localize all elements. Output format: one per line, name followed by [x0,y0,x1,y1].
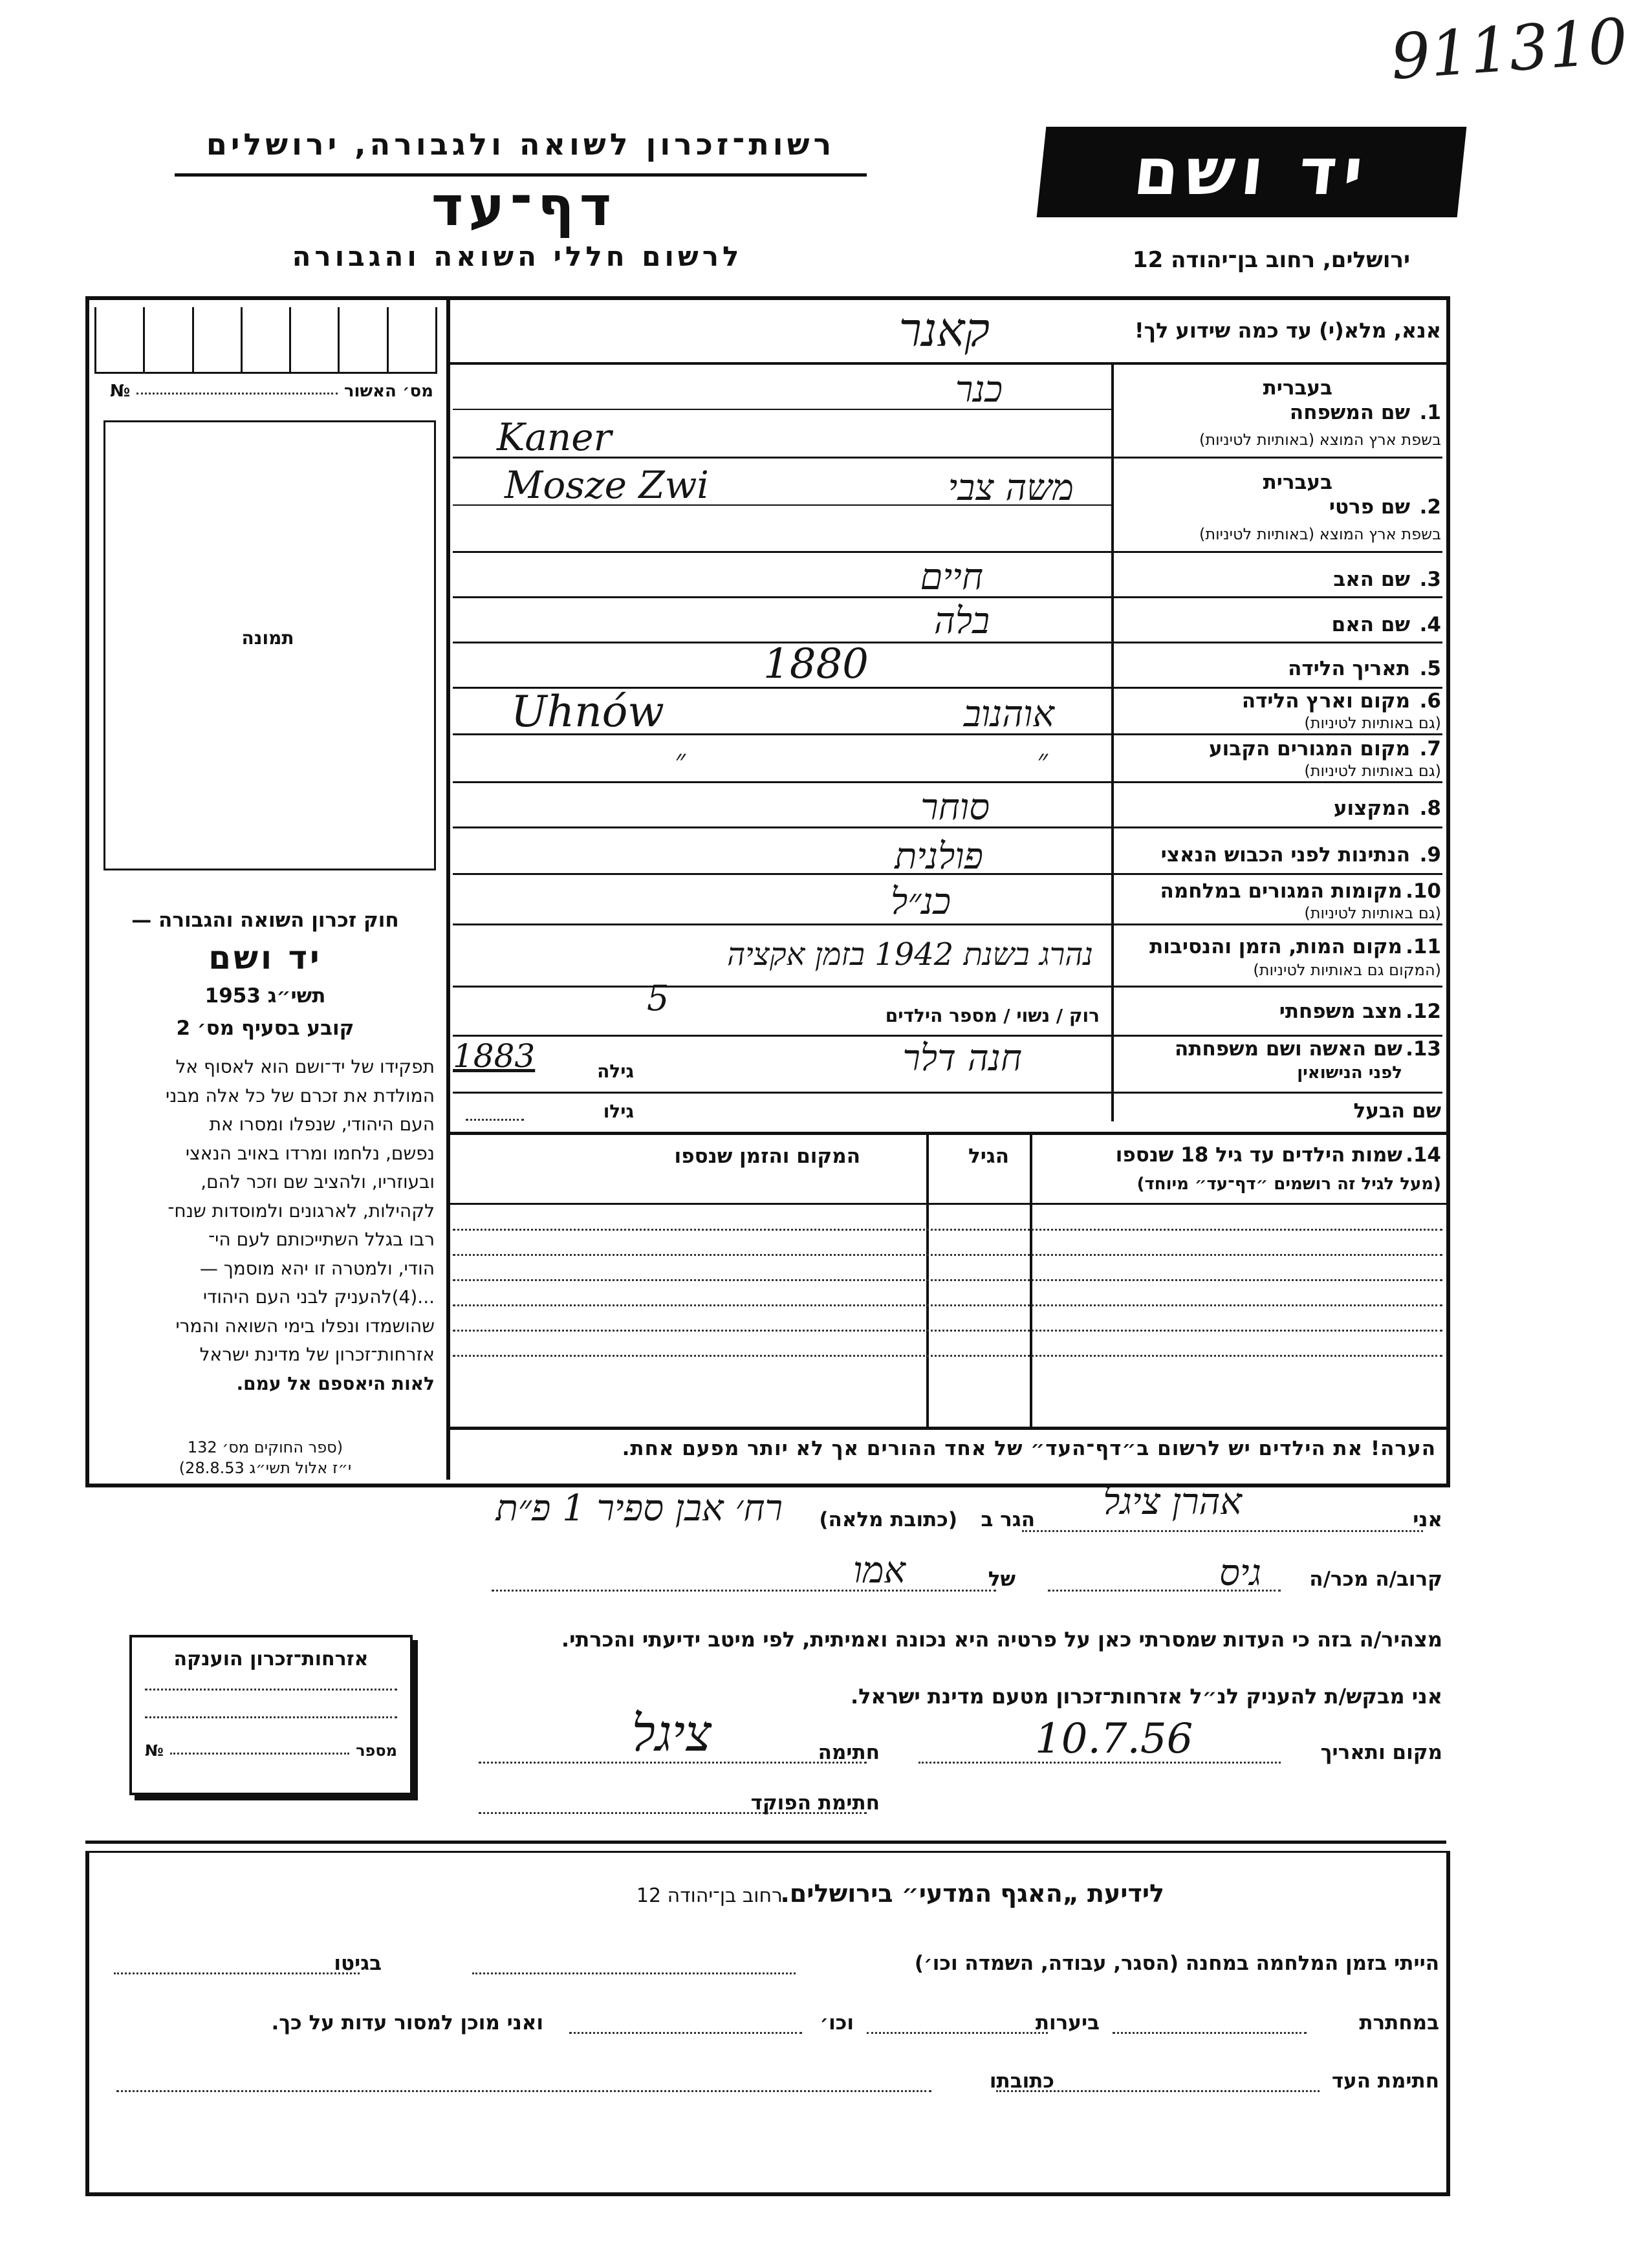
field-8-num: 8. [1419,797,1441,820]
declaration-addr-label: (כתובת מלאה) [819,1508,957,1531]
approval-top-line [94,372,437,374]
footer-ready: ואני מוכן למסור עדות על כך. [271,2011,543,2035]
field-5-num: 5. [1419,657,1441,680]
law-line: המולדת את זכרם של כל אלה מבני [165,1085,435,1107]
intro-row-bottom [450,362,1446,365]
camp-line [472,1972,796,1974]
law-line: רבו בגלל השתייכותם לעם הי־ [208,1229,435,1250]
field-2-label: שם פרטי [1329,495,1410,519]
field-12-label: מצב משפחתי [1279,1000,1402,1023]
approval-no-label: מס׳ האשור [343,382,433,401]
law-reference: (ספר החוקים מס׳ 132 [187,1438,343,1456]
children-age-col: הגיל [968,1145,1009,1168]
declarant-signature: ציגל [631,1705,712,1763]
relative-label: קרוב/ה מכר/ה [1309,1568,1442,1591]
footer-address: רחוב בן־יהודה 12 [636,1885,783,1907]
law-clause: קובע בסעיף מס׳ 2 [176,1017,354,1040]
note-text: הערה! את הילדים יש לרשום ב״דף־העד״ של אחד ההורים אך לא יותר מפעם אחת. [622,1437,1436,1460]
field-4-value: בלה [934,600,990,642]
place-date-label: מקום ותאריך [1320,1741,1442,1764]
field-13-sub: לפני הנישואין [1297,1063,1402,1083]
field-6-sub: (גם באותיות לטיניות) [1304,714,1441,732]
ghetto-line [114,1972,360,1974]
field-1-label: שם המשפחה [1289,401,1410,424]
law-text [98,1053,435,1398]
field-9-value: פולנית [895,836,983,878]
citizenship-box [129,1635,413,1795]
etc-line [569,2032,802,2034]
law-line: העם היהודי, שנפלו ומסרו את [209,1114,435,1135]
field-7-sub: (גם באותיות לטיניות) [1304,762,1441,780]
sidebar-divider [446,296,450,1480]
footer-forests: ביערות [1035,2011,1100,2035]
law-line: תפקידו של יד־ושם הוא לאסוף אל [175,1056,435,1077]
row-sep [453,409,1111,410]
declarant-name-line [1022,1530,1423,1532]
footer-witness-signature: חתימת העד [1331,2069,1439,2093]
note-top [450,1427,1446,1430]
field-8-label: המקצוע [1333,797,1410,820]
row-sep [453,986,1442,988]
field-1-value-he: כנר [955,369,1003,411]
law-line: לאות היאספם אל עמם. [236,1372,435,1394]
footer-underground: במחתרת [1359,2011,1439,2035]
label-column-divider [1111,365,1114,1121]
citizenship-number-label: מספר [356,1742,397,1760]
law-title: חוק זכרון השואה והגבורה — [131,909,399,932]
field-8-value: סוחר [920,786,990,828]
field-11-num: 11. [1406,935,1441,958]
field-1-value-lat: Kaner [497,415,612,459]
field-10-sub: (גם באותיות לטיניות) [1304,904,1441,922]
field-5-label: תאריך הלידה [1288,657,1410,680]
field-12-num: 12. [1406,1000,1441,1023]
field-7-value-he: ״ [1037,744,1048,777]
field-10-label: מקומות המגורים במלחמה [1160,880,1402,903]
footer-address-label: כתובתו [989,2069,1054,2093]
archive-number: 911310 [1388,5,1630,94]
officer-signature-label: חתימת הפוקד [750,1791,880,1815]
approval-no-row [110,382,433,401]
row-sep [453,923,1442,925]
field-3-value: חיים [920,556,983,598]
husband-age-line [466,1119,524,1121]
law-line: לקהילות, לארגונים ולמוסדות שנח־ [168,1200,435,1222]
hebrew-label-2: בעברית [1263,471,1332,494]
declaration-resident: הגר ב [981,1508,1035,1531]
field-4-label: שם האם [1331,613,1410,636]
approval-no-symbol: № [110,382,131,401]
declaration-statement: מצהיר/ה בזה כי העדות שמסרתי כאן על פרטיה היא נכונה ואמיתית, לפי מיטב ידיעתי והכרתי. [561,1627,1442,1652]
field-6-value-lat: Uhnów [511,687,664,737]
law-line: אזרחות־זכרון של מדינת ישראל [199,1344,435,1365]
field-5-value: 1880 [763,640,869,688]
section-sep [450,1132,1446,1135]
approval-boxes [94,307,437,372]
relation-value: גיס [1219,1552,1261,1594]
declarant-address: רח׳ אבן ספיר 1 פ״ת [495,1487,783,1529]
children-place-col: המקום והזמן שנספו [674,1145,860,1168]
field-13-age-label: גילה [597,1061,634,1082]
field-13-value: חנה דלר [902,1037,1022,1079]
law-line: ובעוזריו, ולהציב שם וזכר להם, [201,1171,435,1193]
declaration-date: 10.7.56 [1035,1715,1193,1763]
field-11-label: מקום המות, הזמן והנסיבות [1149,935,1402,958]
field-12-value: 5 [647,978,669,1019]
intro-value: קאנר [898,303,990,357]
law-line: נפשם, נלחמו ומרדו באויב הנאצי [185,1142,435,1164]
photo-label: תמונה [241,627,294,649]
field-2-value-lat: Mosze Zwi [505,463,709,507]
field-4-num: 4. [1419,613,1441,636]
footer-etc: וכו׳ [820,2011,854,2035]
children-head-sep [450,1203,1446,1205]
field-6-value-he: אוהנוב [963,693,1054,735]
declarant-name: אהרן ציגל [1103,1481,1242,1523]
origin-label-2: בשפת ארץ המוצא (באותיות לטיניות) [1199,525,1441,543]
logo-text: יד ושם [1130,134,1373,210]
field-7-label: מקום המגורים הקבוע [1209,737,1410,761]
law-date: י״ז אלול תשי״ג 28.8.53) [179,1459,352,1477]
witness-address-line [116,2090,931,2092]
declaration-request: אני מבקש/ת להעניק לנ״ל אזרחות־זכרון מטעם מדינת ישראל. [851,1684,1442,1709]
footer-line-camp: הייתי בזמן המלחמה במחנה (הסגר, עבודה, השמדה וכו׳) [914,1952,1439,1975]
officer-signature-line [479,1812,867,1814]
field-6-num: 6. [1419,689,1441,713]
law-line: שהושמדו ונפלו בימי השואה והמרי [175,1315,435,1337]
yad-vashem-logo [1037,127,1467,217]
row-sep [453,1035,1442,1037]
citizenship-number-symbol: № [145,1742,164,1760]
footer-ghetto: בגיטו [334,1952,382,1975]
hebrew-label-1: בעברית [1263,376,1332,400]
law-line: הודי, ולמטרה זו יהא מוסמך — [199,1257,435,1279]
form-title: דף־עד [431,175,617,238]
field-13-label: שם האשה ושם משפחתה [1175,1037,1402,1061]
children-rows [453,1229,1442,1357]
husband-age-label: גילו [603,1101,634,1122]
intro-text: אנא, מלא(י) עד כמה שידוע לך! [1134,318,1441,343]
field-13-age: 1883 [453,1037,536,1075]
law-year: תשי״ג 1953 [204,984,326,1008]
field-7-value-lat: ״ [675,744,686,777]
field-3-label: שם האב [1333,568,1410,591]
field-2-value-he: משה צבי [948,467,1074,509]
field-13-num: 13. [1406,1037,1441,1061]
law-name: יד ושם [208,939,322,977]
field-7-num: 7. [1419,737,1441,761]
field-10-num: 10. [1406,880,1441,903]
of-line [492,1590,996,1592]
field-3-num: 3. [1419,568,1441,591]
children-sub: (מעל לגיל זה רושמים ״דף־עד״ מיוחד) [1136,1174,1441,1194]
law-line: ...(4)להעניק לבני העם היהודי [202,1286,435,1308]
field-2-num: 2. [1419,495,1441,519]
field-10-value: כנ״ל [890,881,951,923]
signature-label: חתימה [818,1741,880,1764]
field-9-label: הנתינות לפני הכבוש הנאצי [1160,843,1410,867]
field-1-num: 1. [1419,401,1441,424]
marital-status-options: רוק / נשוי / מספר הילדים [885,1005,1100,1026]
row-sep [453,551,1442,553]
form-subtitle: לרשום חללי השואה והגבורה [292,241,743,272]
field-11-sub: (המקום גם באותיות לטיניות) [1253,961,1441,979]
field-6-label: מקום וארץ הלידה [1241,689,1410,713]
children-num: 14. [1406,1143,1441,1167]
footer-top-1 [85,1841,1446,1844]
of-label: של [988,1568,1016,1591]
declaration-ani: אני [1413,1508,1442,1531]
origin-label-1: בשפת ארץ המוצא (באותיות לטיניות) [1199,431,1441,449]
authority-title: רשות־זכרון לשואה ולגבורה, ירושלים [206,127,836,162]
row-sep [453,1092,1442,1094]
header-address: ירושלים, רחוב בן־יהודה 12 [1132,247,1410,273]
footer-notice: לידיעת „האגף המדעי״ בירושלים. [780,1879,1164,1908]
underground-line [1113,2032,1307,2034]
date-line [918,1762,1281,1764]
husband-label: שם הבעל [1353,1099,1441,1123]
children-label: שמות הילדים עד גיל 18 שנספו [1115,1143,1402,1167]
forests-line [867,2032,1048,2034]
field-9-num: 9. [1419,843,1441,867]
field-11-value: נהרג בשנת 1942 בזמן אקציה [727,936,1093,973]
relation-line [1048,1590,1281,1592]
row-sep [453,781,1442,783]
signature-line [479,1762,867,1764]
of-value: אמו [853,1550,906,1592]
citizenship-box-title: אזרחות־זכרון הוענקה [173,1648,369,1670]
